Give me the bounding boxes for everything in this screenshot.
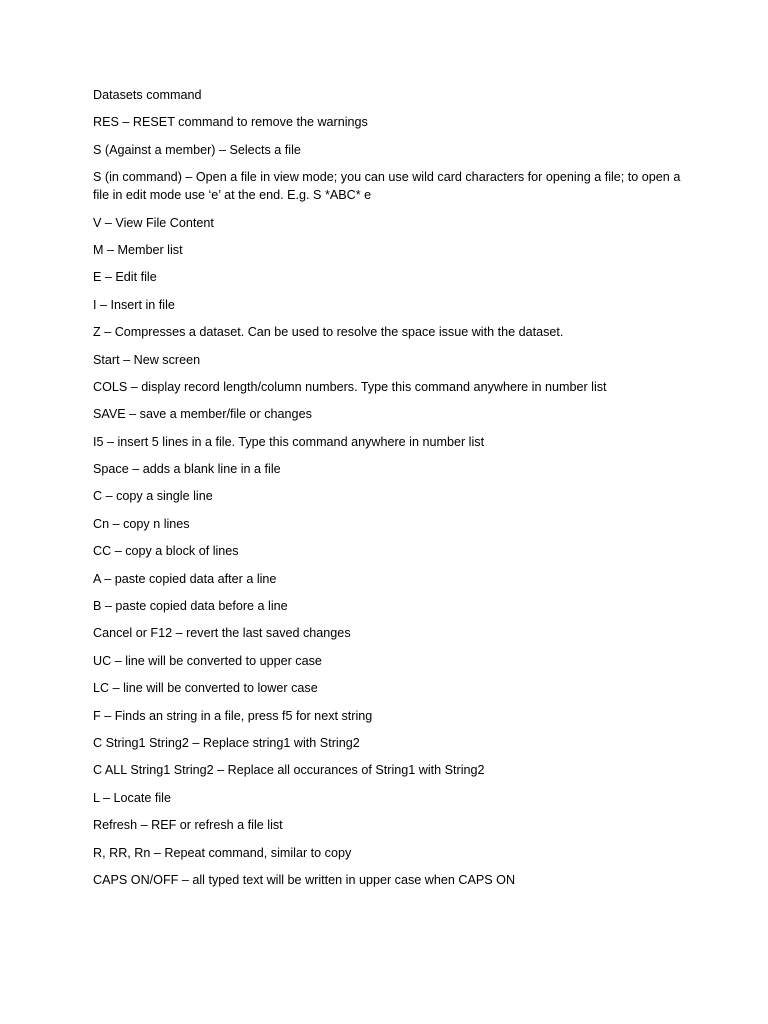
- command-line: LC – line will be converted to lower case: [93, 681, 318, 696]
- command-line: SAVE – save a member/file or changes: [93, 407, 312, 422]
- command-line: F – Finds an string in a file, press f5 for next string: [93, 708, 373, 723]
- command-line: CAPS ON/OFF – all typed text will be written in upper case when CAPS ON: [93, 872, 516, 887]
- command-line: Start – New screen: [93, 352, 201, 367]
- command-line: A – paste copied data after a line: [93, 571, 277, 586]
- document-body: [93, 86, 693, 898]
- command-line: C – copy a single line: [93, 489, 213, 504]
- command-line: Z – Compresses a dataset. Can be used to resolve the space issue with the dataset.: [93, 325, 564, 340]
- command-line: Cancel or F12 – revert the last saved changes: [93, 626, 351, 641]
- command-line: R, RR, Rn – Repeat command, similar to copy: [93, 845, 352, 860]
- document-title: Datasets command: [93, 88, 202, 102]
- command-line: M – Member list: [93, 242, 183, 257]
- command-line: RES – RESET command to remove the warnings: [93, 115, 368, 130]
- command-line: V – View File Content: [93, 215, 214, 230]
- command-line: C String1 String2 – Replace string1 with String2: [93, 735, 360, 750]
- command-line: Refresh – REF or refresh a file list: [93, 818, 283, 833]
- command-line: E – Edit file: [93, 270, 157, 285]
- command-line: L – Locate file: [93, 790, 171, 805]
- command-line: Cn – copy n lines: [93, 516, 190, 531]
- command-line: I – Insert in file: [93, 297, 175, 312]
- command-line: UC – line will be converted to upper case: [93, 653, 322, 668]
- command-line: COLS – display record length/column numbers. Type this command anywhere in number list: [93, 379, 607, 394]
- command-line: Space – adds a blank line in a file: [93, 462, 281, 477]
- command-line: S (Against a member) – Selects a file: [93, 142, 301, 157]
- command-line: C ALL String1 String2 – Replace all occurances of String1 with String2: [93, 763, 485, 778]
- command-line: B – paste copied data before a line: [93, 599, 288, 614]
- command-line: CC – copy a block of lines: [93, 544, 239, 559]
- command-line: S (in command) – Open a file in view mode; you can use wild card characters for opening a file; to open a file in edit mode use ‘e’ at the end. E.g. S *ABC* e: [93, 170, 681, 203]
- command-line: I5 – insert 5 lines in a file. Type this command anywhere in number list: [93, 434, 485, 449]
